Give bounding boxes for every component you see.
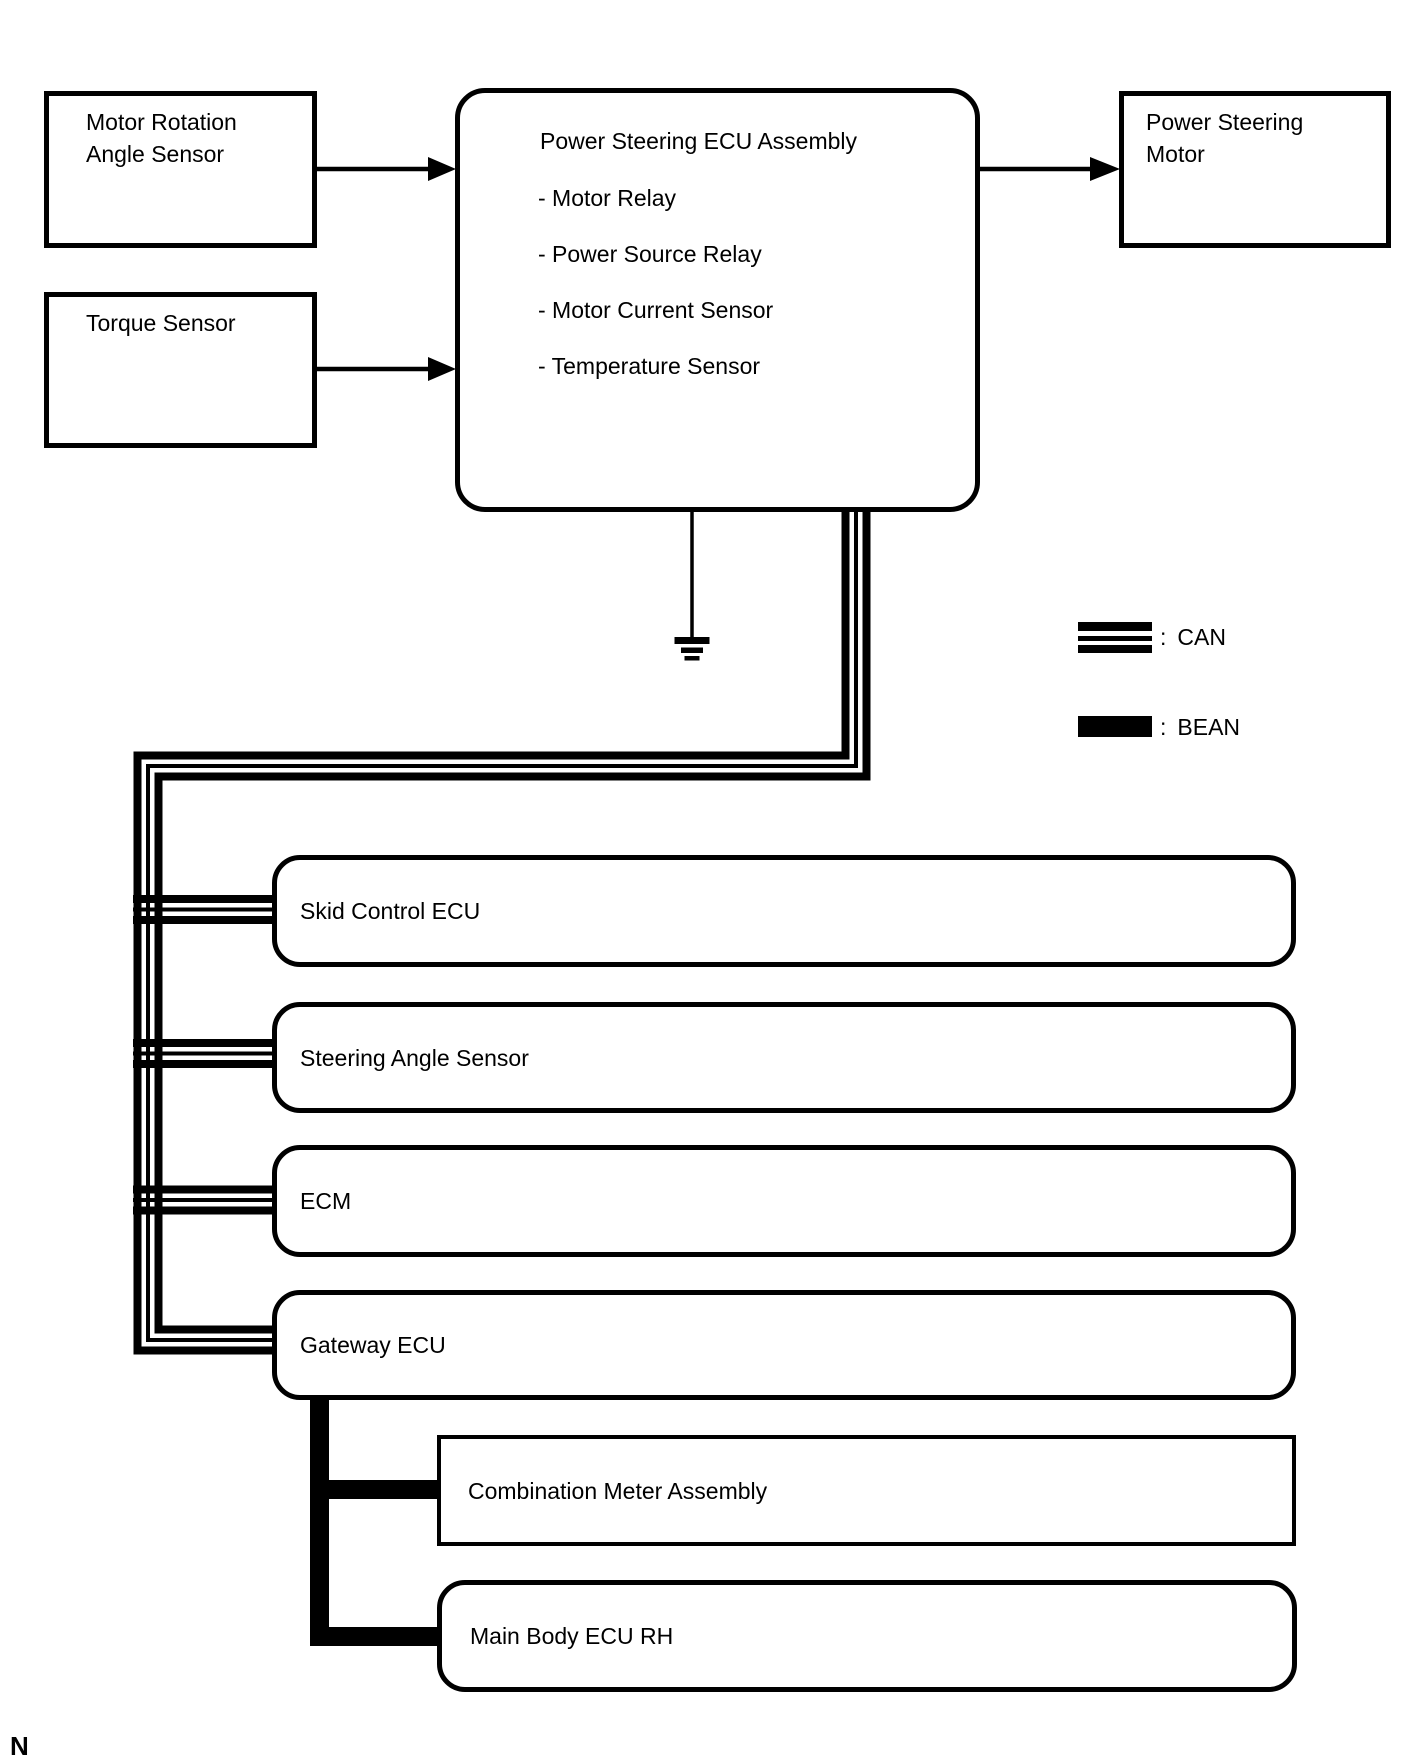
arrowhead-icon <box>1090 157 1120 181</box>
can-stub-ecm <box>133 1190 277 1211</box>
can-stub-skid-control <box>133 899 277 920</box>
can-line-icon <box>1078 636 1152 641</box>
node-skid-control-ecu <box>272 855 1296 967</box>
arrow-motor-rotation-to-ecu <box>317 157 456 181</box>
node-label: Gateway ECU <box>300 1332 446 1358</box>
node-label: Main Body ECU RH <box>470 1623 674 1649</box>
node-main-body-ecu-rh <box>437 1580 1297 1692</box>
bean-stub-main-body <box>310 1627 440 1646</box>
node-label-line: Motor <box>1146 141 1205 167</box>
footnote-n: N <box>10 1731 29 1761</box>
can-stub-steering-angle <box>133 1043 277 1064</box>
bean-stub-combination-meter <box>310 1480 440 1499</box>
node-label: Skid Control ECU <box>300 898 481 924</box>
legend-label: BEAN <box>1177 714 1241 740</box>
arrowhead-icon <box>428 357 456 381</box>
node-steering-angle-sensor <box>272 1002 1296 1113</box>
node-label: Steering Angle Sensor <box>300 1044 529 1071</box>
legend-bean-symbol <box>1078 716 1152 737</box>
node-title: Power Steering ECU Assembly <box>540 128 858 154</box>
arrowhead-icon <box>428 157 456 181</box>
node-label-line: Motor Rotation <box>86 109 237 135</box>
legend-bean-label <box>1160 711 1240 743</box>
bean-line-icon <box>1078 716 1152 737</box>
legend-can-label <box>1160 621 1226 653</box>
node-label-line: Power Steering <box>1146 109 1304 135</box>
ecu-component: - Power Source Relay <box>538 241 762 267</box>
node-label: Torque Sensor <box>86 310 236 336</box>
node-power-steering-motor <box>1119 91 1391 248</box>
node-power-steering-ecu-assembly <box>455 88 980 512</box>
legend-separator: : <box>1160 714 1167 740</box>
can-line-icon <box>1078 622 1152 631</box>
ground-icon <box>675 510 710 661</box>
node-gateway-ecu <box>272 1290 1296 1400</box>
legend-label: CAN <box>1177 624 1226 650</box>
arrow-ecu-to-motor <box>980 157 1120 181</box>
node-label: Combination Meter Assembly <box>468 1477 768 1504</box>
node-label-line: Angle Sensor <box>86 141 225 167</box>
node-motor-rotation-angle-sensor <box>44 91 317 248</box>
bean-line <box>310 1394 440 1646</box>
ecu-component: - Temperature Sensor <box>538 353 761 379</box>
ecu-component: - Motor Current Sensor <box>538 297 774 323</box>
node-ecm <box>272 1145 1296 1257</box>
node-torque-sensor <box>44 292 317 448</box>
node-label: ECM <box>300 1188 352 1214</box>
arrow-torque-to-ecu <box>317 357 456 381</box>
legend-separator: : <box>1160 624 1167 650</box>
node-combination-meter-assembly <box>437 1435 1296 1546</box>
ecu-component: - Motor Relay <box>538 185 677 211</box>
legend-can-symbol <box>1078 622 1152 653</box>
can-line-icon <box>1078 645 1152 653</box>
